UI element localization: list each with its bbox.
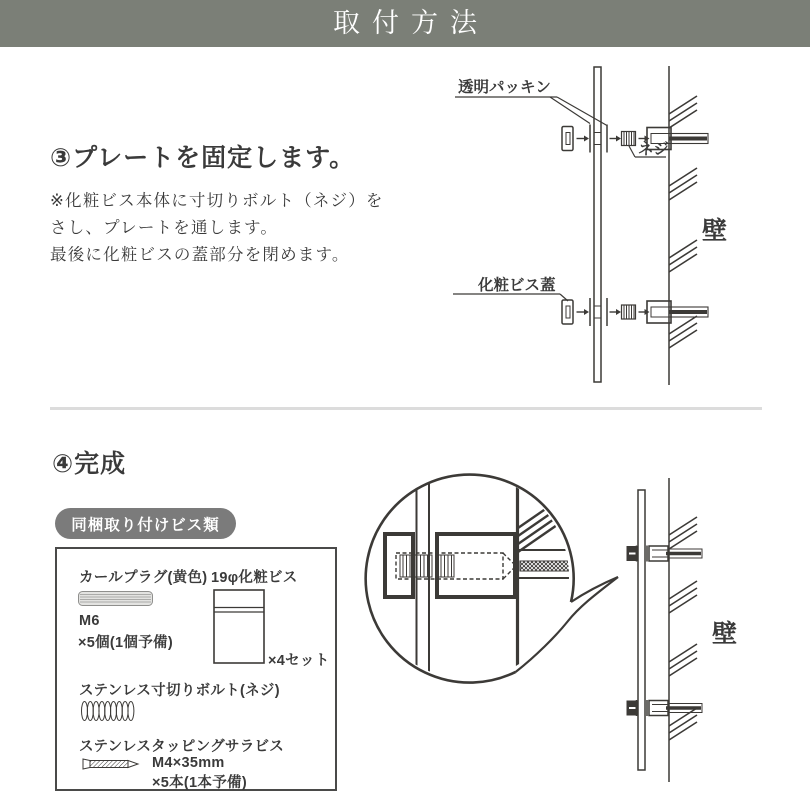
deco-screw-body-icon <box>647 301 671 323</box>
screw-cover-section <box>385 534 413 597</box>
arrow-icon <box>639 309 650 315</box>
arrow-icon <box>577 309 590 315</box>
label-packing <box>455 77 607 126</box>
step4-diagram <box>360 430 790 810</box>
packing-on-plate <box>594 306 601 318</box>
arrow-icon <box>577 136 590 142</box>
packing-on-plate <box>594 133 601 145</box>
step3-heading: ③プレートを固定します。 <box>50 144 356 172</box>
deco-screw-qty-label: ×4セット <box>268 653 330 669</box>
included-screws-badge: 同梱取り付けビス類 <box>55 508 236 539</box>
wall-hatch-marks <box>518 490 573 552</box>
curl-plug-icon <box>78 591 153 606</box>
header-banner <box>0 0 810 47</box>
plug-qty-label: ×5個(1個予備) <box>78 635 173 651</box>
wall-anchor-icon <box>669 134 708 144</box>
step3-body <box>50 188 384 269</box>
threaded-bolt-icon <box>622 305 636 319</box>
step3-diagram <box>440 55 790 405</box>
parts-box <box>55 547 337 791</box>
deco-screw-cylinder-icon <box>213 589 265 664</box>
plate <box>638 490 645 770</box>
threaded-bolt-icon <box>622 132 636 146</box>
assembly-row-2 <box>562 298 708 326</box>
wall-label-text: 壁 <box>712 620 739 648</box>
bolt-name-label: ステンレス寸切りボルト(ネジ) <box>79 683 280 699</box>
bolt-thread-sections <box>400 555 454 577</box>
step3-body-line3: 最後に化粧ビスの蓋部分を閉めます。 <box>50 246 350 264</box>
arrow-icon <box>610 309 622 315</box>
section-divider <box>50 407 762 410</box>
tapping-size-label: M4×35mm <box>152 755 225 771</box>
wall-label-text: 壁 <box>702 217 729 245</box>
tapping-screw-icon <box>82 757 140 771</box>
page-title: 取付方法 <box>333 8 489 38</box>
screw-cover-icon <box>562 300 573 324</box>
step3-body-line2: さし、プレートを通します。 <box>50 219 279 237</box>
magnified-cross-section <box>385 470 573 685</box>
screw-label-text: ネジ <box>638 141 670 158</box>
screw-cover-slot <box>566 133 570 145</box>
packing-label-text: 透明パッキン <box>458 79 551 96</box>
screw-cover-icon <box>562 127 573 151</box>
wall-anchor-icon <box>669 307 708 317</box>
finished-wall-view <box>627 478 738 782</box>
label-cover <box>453 275 568 301</box>
plug-size-label: M6 <box>79 613 100 629</box>
arrow-icon <box>610 136 622 142</box>
threaded-bolt-icon <box>80 700 136 722</box>
tapping-qty-label: ×5本(1本予備) <box>152 775 247 791</box>
screw-cover-slot <box>566 306 570 318</box>
step4-heading: ④完成 <box>52 450 127 478</box>
cover-label-text: 化粧ビス蓋 <box>478 277 556 294</box>
assembly-row-1 <box>562 125 708 153</box>
step3-body-line1: ※化粧ビス本体に寸切りボルト（ネジ）を <box>50 192 384 210</box>
deco-screw-name-label: 19φ化粧ビス <box>211 570 298 586</box>
tapping-name-label: ステンレスタッピングサラビス <box>79 739 285 755</box>
plate <box>594 67 601 382</box>
tapping-screw-in-wall <box>518 550 573 578</box>
plug-name-label: カールプラグ(黄色) <box>79 570 208 586</box>
